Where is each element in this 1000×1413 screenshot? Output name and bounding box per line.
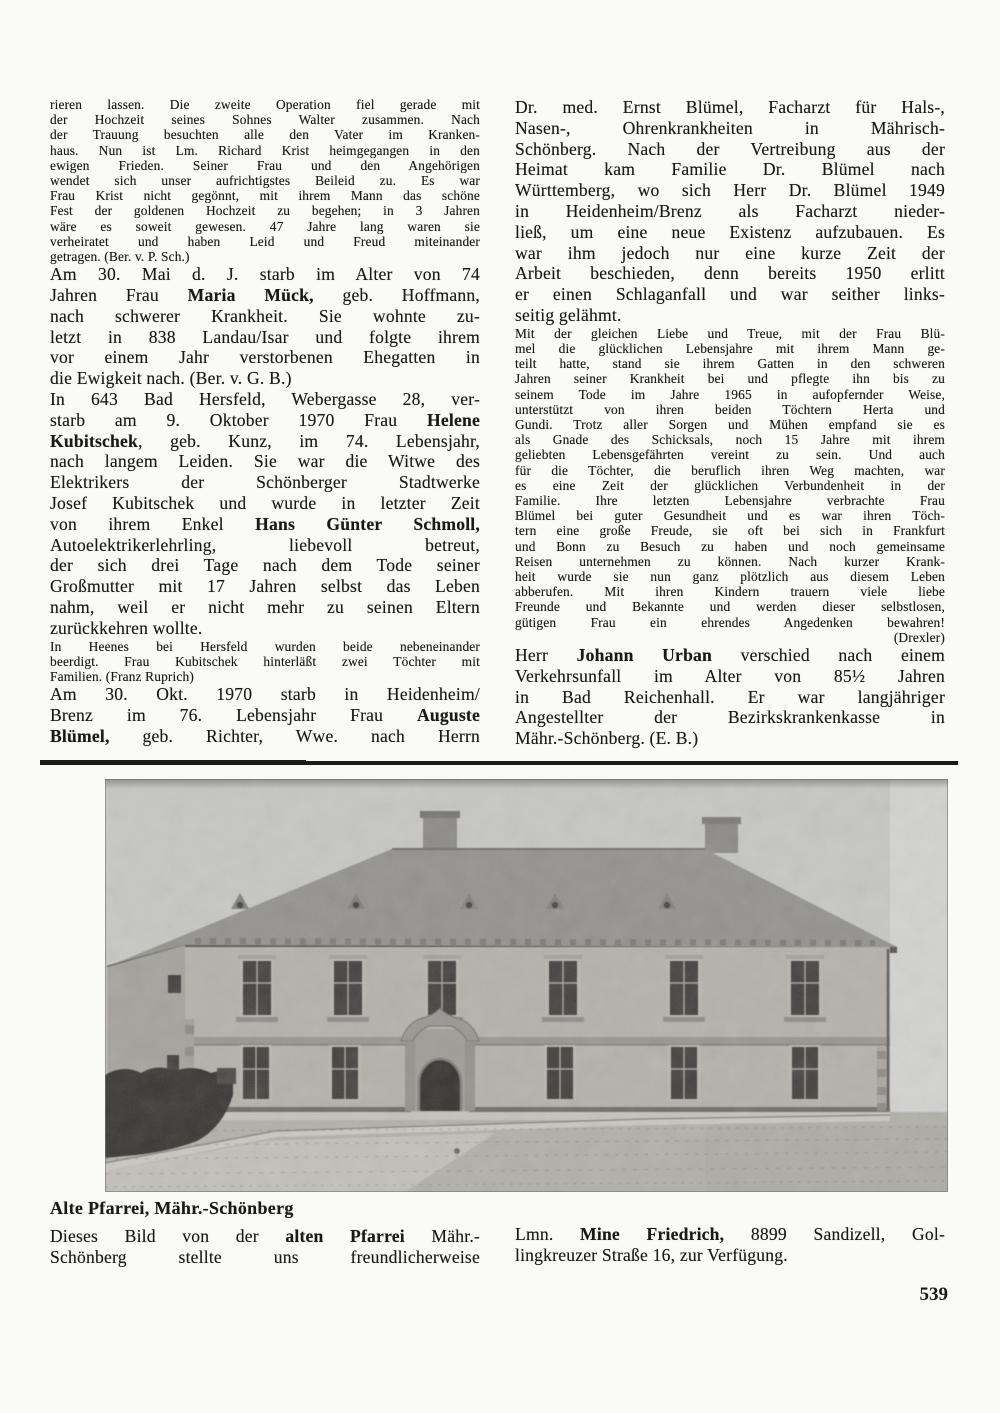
text-line: Jahren Frau Maria Mück, geb. Hoffmann,: [50, 285, 480, 306]
text-line: mel die glücklichen Lebensjahre mit ihrem Mann ge-: [515, 340, 945, 356]
photo-grain: [105, 779, 948, 1192]
text-line: wendet sich unser aufrichtigstes Beileid zu. Es war: [50, 173, 480, 189]
text-line: tern eine große Freude, sie oft bei sich in Frankfurt: [515, 523, 945, 539]
text-line: nach schwerer Krankheit. Sie wohnte zu-: [50, 305, 480, 326]
text-line: Mähr.-Schönberg. (E. B.): [515, 728, 699, 749]
text-line: in Heidenheim/Brenz als Facharzt nieder-: [515, 200, 945, 221]
text-line: Herr Johann Urban verschied nach einem: [515, 645, 945, 666]
text-line: In 643 Bad Hersfeld, Webergasse 28, ver-: [50, 389, 480, 410]
text-line: war ihm jedoch nur eine kurze Zeit der: [515, 242, 945, 263]
text-line: Familien. (Franz Ruprich): [50, 668, 194, 684]
text-line: Gundi. Trotz aller Sorgen und Mühen empfand sie es: [515, 416, 945, 432]
text-line: Württemberg, wo sich Herr Dr. Blümel 1949: [515, 180, 945, 201]
text-line: es eine Zeit der glücklichen Verbundenheit in der: [515, 477, 945, 493]
text-line: unterstützt von ihren beiden Töchtern Herta und: [515, 401, 945, 417]
text-line: nahm, weil er nicht mehr zu seinen Eltern: [50, 596, 480, 617]
text-line: Autoelektrikerlehrling, liebevoll betreut,: [50, 534, 480, 555]
text-line: und Bonn zu Besuch zu haben und noch gemeinsame: [515, 538, 945, 554]
alte-pfarrei-photo: [105, 779, 948, 1192]
text-line: In Heenes bei Hersfeld wurden beide nebeneinander: [50, 638, 480, 654]
divider-rule-right: [302, 761, 958, 765]
text-line: heit wurde sie nun ganz plötzlich aus diesem Leben: [515, 569, 945, 585]
text-line: seinem Tode im Jahre 1965 in aufopfernder Weise,: [515, 386, 945, 402]
text-line: die Ewigkeit nach. (Ber. v. G. B.): [50, 368, 292, 389]
text-line: Fest der goldenen Hochzeit zu begehen; in 3 Jahren: [50, 203, 480, 219]
text-line: Jahren seiner Krankheit bei und pflegte ihn bis zu: [515, 371, 945, 387]
text-line: Familie. Ihre letzten Lebensjahre verbrachte Frau: [515, 493, 945, 508]
text-line: zurückkehren wollte.: [50, 617, 203, 638]
text-line: letzt in 838 Landau/Isar und folgte ihrem: [50, 326, 480, 347]
obituary-bluemel-start: [50, 684, 480, 746]
text-line: geliebten Lebensgefährten vereint zu sein. Und auch: [515, 447, 945, 463]
obituary-bluemel-continued: [515, 97, 945, 326]
obituary-urban: [515, 645, 945, 749]
text-line: Arbeit beschieden, denn bereits 1950 erlitt: [515, 263, 945, 284]
text-line: beerdigt. Frau Kubitschek hinterläßt zwei Töchter mit: [50, 653, 480, 669]
text-line: der Hochzeit seines Sohnes Walter zusammen. Nach: [50, 112, 480, 128]
text-line: Elektrikers der Schönberger Stadtwerke: [50, 472, 480, 493]
text-line: Dieses Bild von der alten Pfarrei Mähr.-: [50, 1226, 480, 1246]
text-line: Blümel bei guter Gesundheit und es war ihren Töch-: [515, 508, 945, 524]
text-line: Großmutter mit 17 Jahren selbst das Leben: [50, 576, 480, 597]
text-line: Reisen unternehmen zu können. Nach kurzer Krank-: [515, 553, 945, 569]
text-line: Heimat kam Familie Dr. Blümel nach: [515, 159, 945, 180]
text-line: Verkehrsunfall im Alter von 85½ Jahren: [515, 665, 945, 686]
left-column: [50, 97, 480, 747]
obituary-krist: [50, 97, 480, 264]
text-line: der sich drei Tage nach dem Tode seiner: [50, 555, 480, 576]
text-line: Schönberg. Nach der Vertreibung aus der: [515, 138, 945, 159]
text-line: wäre es soweit gewesen. 47 Jahre lang waren sie: [50, 218, 480, 234]
burial-note: [50, 639, 480, 685]
text-line: Kubitschek, geb. Kunz, im 74. Lebensjahr,: [50, 430, 480, 451]
text-line: Schönberg stellte uns freundlicherweise: [50, 1246, 480, 1267]
text-line: er einen Schlaganfall und war seither links-: [515, 284, 945, 305]
text-line: Brenz im 76. Lebensjahr Frau Auguste: [50, 704, 480, 725]
caption-right: [515, 1224, 945, 1266]
text-line: für die Töchter, die beruflich ihren Weg machten, war: [515, 462, 945, 478]
text-line: Am 30. Okt. 1970 starb in Heidenheim/: [50, 684, 480, 705]
text-line: ewigen Frieden. Seiner Frau und den Angehörigen: [50, 157, 480, 173]
text-line: Angestellter der Bezirkskrankenkasse in: [515, 707, 945, 728]
obituary-mueck: [50, 264, 480, 389]
divider-rule-left: [40, 760, 306, 765]
text-line: getragen. (Ber. v. P. Sch.): [50, 249, 190, 265]
photo-caption-title: Alte Pfarrei, Mähr.-Schönberg: [50, 1198, 294, 1218]
right-column: [515, 97, 945, 749]
caption-left: [50, 1198, 480, 1268]
text-line: seitig gelähmt.: [515, 304, 622, 325]
photo-caption-text: [50, 1226, 480, 1268]
text-line: (Drexler): [893, 629, 945, 645]
text-line: vor einem Jahr verstorbenen Ehegatten in: [50, 347, 480, 368]
text-line: in Bad Reichenhall. Er war langjähriger: [515, 686, 945, 707]
obituary-kubitschek: [50, 389, 480, 639]
page-number: 539: [919, 1284, 948, 1305]
text-line: von ihrem Enkel Hans Günter Schmoll,: [50, 513, 480, 534]
text-line: der Trauung besuchten alle den Vater im Kranken-: [50, 127, 480, 143]
text-line: Lmn. Mine Friedrich, 8899 Sandizell, Gol-: [515, 1224, 946, 1244]
text-line: als Gnade des Schicksals, noch 15 Jahre mit ihrem: [515, 432, 945, 448]
text-line: Dr. med. Ernst Blümel, Facharzt für Hals-,: [515, 97, 945, 117]
text-line: Mit der gleichen Liebe und Treue, mit der Frau Blü-: [515, 325, 945, 341]
text-line: haus. Nun ist Lm. Richard Krist heimgegangen in den: [50, 142, 480, 158]
text-line: ließ, um eine neue Existenz aufzubauen. Es: [515, 221, 945, 242]
text-line: Frau Krist nicht gegönnt, mit ihrem Mann das schöne: [50, 188, 480, 204]
text-line: nach langem Leiden. Sie war die Witwe des: [50, 451, 480, 472]
text-line: rieren lassen. Die zweite Operation fiel gerade mit: [50, 97, 480, 112]
text-line: Am 30. Mai d. J. starb im Alter von 74: [50, 264, 480, 285]
text-line: Josef Kubitschek und wurde in letzter Zeit: [50, 493, 480, 513]
text-line: Freunde und Bekannte und werden dieser selbstlosen,: [515, 599, 945, 615]
text-line: lingkreuzer Straße 16, zur Verfügung.: [515, 1244, 788, 1265]
text-line: abberufen. Mit ihren Kindern trauern viele liebe: [515, 584, 945, 600]
text-line: verheiratet und haben Leid und Freud miteinander: [50, 233, 480, 249]
text-line: gütigen Frau ein ehrendes Angedenken bewahren!: [515, 614, 945, 630]
text-line: teilt hatte, stand sie ihrem Gatten in den schweren: [515, 356, 945, 372]
obituary-bluemel-detail: [515, 326, 945, 645]
text-line: Nasen-, Ohrenkrankheiten in Mährisch-: [515, 117, 945, 138]
text-line: starb am 9. Oktober 1970 Frau Helene: [50, 409, 480, 430]
text-line: Blümel, geb. Richter, Wwe. nach Herrn: [50, 725, 480, 746]
